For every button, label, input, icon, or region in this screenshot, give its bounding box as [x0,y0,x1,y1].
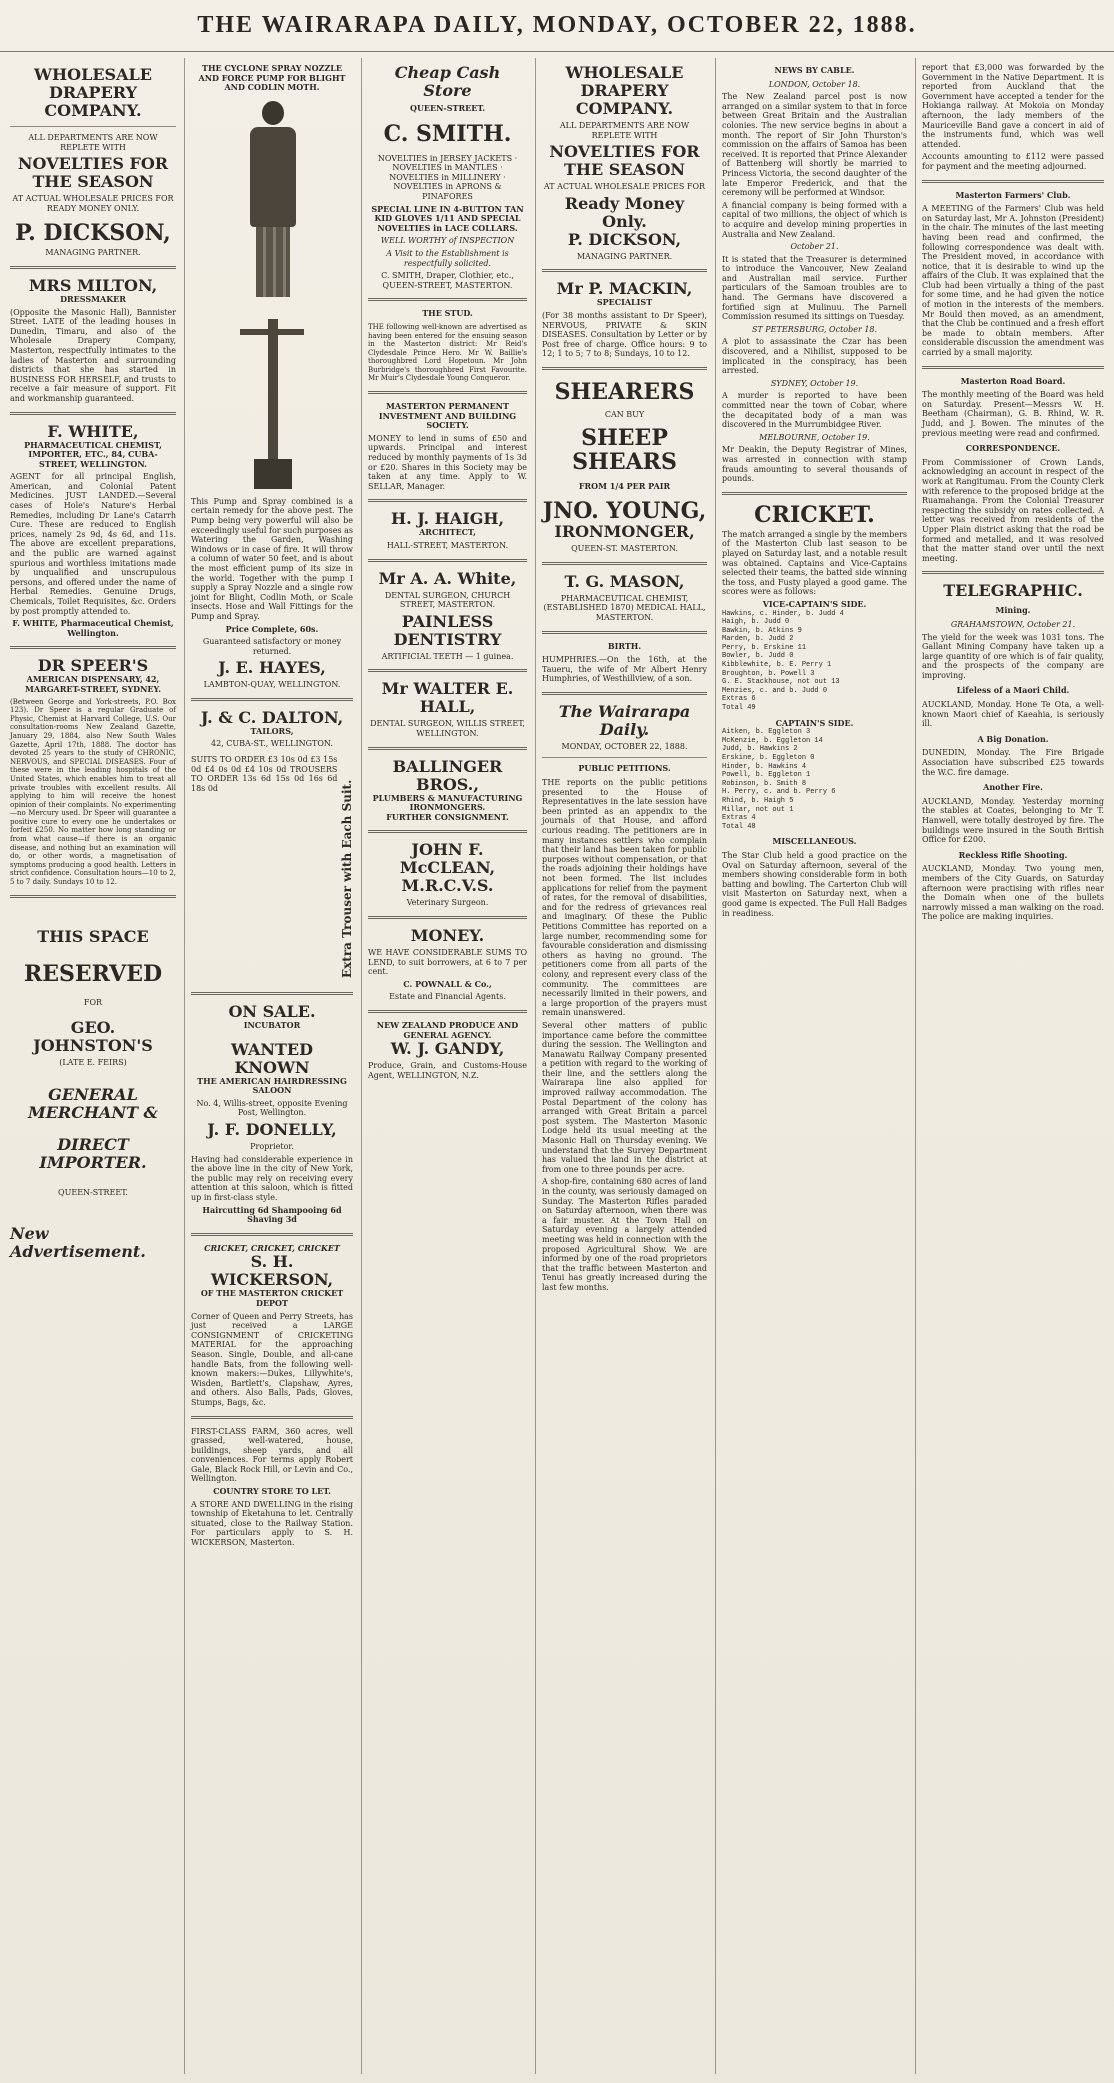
public-petitions-heading: PUBLIC PETITIONS. [578,763,671,774]
ironmonger: IRONMONGER, [554,522,695,542]
money-body: WE HAVE CONSIDERABLE SUMS TO LEND, to suit borrowers, at 6 to 7 per cent. [368,947,527,977]
divider [10,646,176,649]
merchant-line: GENERAL MERCHANT & [27,1084,158,1122]
top-body: report that £3,000 was forwarded by the Government in the Native Department. It is reported from Auckland that the Government have accepted a tender for the Hokianga railway. At Mokoia on Monday afternoon, the lady members of the Mauriceville Band gave a concert in aid of the instruments fund, which was well attended. [922,63,1104,149]
mason-sub: PHARMACEUTICAL CHEMIST, (ESTABLISHED 1870) MEDICAL HALL, MASTERTON. [543,593,706,622]
divider [368,669,527,672]
mining-heading: Mining. [995,605,1031,616]
young-name: JNO. YOUNG, [542,498,707,525]
special-line: SPECIAL LINE IN 4-BUTTON TAN KID GLOVES 1/11 AND SPECIAL NOVELTIES in LACE COLLARS. [371,203,524,233]
importer-line: DIRECT IMPORTER. [39,1134,147,1172]
inspection-line: WELL WORTHY of INSPECTION [380,236,515,246]
divider [191,992,353,995]
visit-line: A Visit to the Establishment is respectfully solicited. [386,248,509,268]
cricket-banner: CRICKET, CRICKET, CRICKET [204,1242,340,1253]
farmers-club-heading: Masterton Farmers' Club. [955,189,1071,200]
haigh-address: HALL-STREET, MASTERTON. [386,541,509,550]
speer-subtitle: AMERICAN DISPENSARY, 42, MARGARET-STREET, SYDNEY. [25,674,161,694]
pump-guarantee: Guaranteed satisfactory or money returned. [202,637,342,656]
country-store-heading: COUNTRY STORE TO LET. [213,1486,331,1497]
dateline-oct21: October 21. [790,242,839,252]
powell-sub: Estate and Financial Agents. [389,992,506,1002]
divider [10,126,176,127]
divider [368,559,527,562]
divider [368,1010,527,1013]
gandy-body: Produce, Grain, and Customs-House Agent, WELLINGTON, N.Z. [368,1061,527,1080]
novelties-heading: NOVELTIES FOR THE SEASON [17,154,169,192]
vet-title: Veterinary Surgeon. [406,898,489,908]
local-news-body-2: A shop-fire, containing 680 acres of land in the county, was seriously damaged on Sunday. The Masterton Rifles paraded on Saturday afternoon, when there was a fair muster. At the Town Hall on Saturday evening a largely attended meeting was held in connection with the proposed Agricultural Show. We are informed by one of the road proprietors that the traffic between Masterton and Tenui has greatly increased during the last few months. [542,1177,707,1292]
managing-partner: MANAGING PARTNER. [576,251,673,261]
further-consignment: FURTHER CONSIGNMENT. [386,811,509,822]
artificial-teeth: ARTIFICIAL TEETH — 1 guinea. [381,651,514,661]
new-advertisement: New Advertisement. [10,1224,146,1262]
farm-ad: FIRST-CLASS FARM, 360 acres, well grassed, well-watered, house, buildings, sheep yards, and all conveniences. For terms apply Robert Gale, Black Rock Hill, or Levin and Co., Wellington. [191,1426,353,1484]
smith-signature: C. SMITH, Draper, Clothier, etc., QUEEN-STREET, MASTERTON. [381,271,514,290]
building-society-heading: MASTERTON PERMANENT INVESTMENT AND BUILDING SOCIETY. [378,401,517,431]
stud-body: THE following well-known are advertised as having been entered for the ensuing season in the Masterton district: Mr Reid's Clydesdale Prince Hero. Mr W. Baillie's thoroughbred Lord Hopetoun. Mr John Burbridge's thoroughbred First Favourite. Mr Muir's Clydesdale Young Conqueror. [368,322,527,383]
shears-price: FROM 1/4 PER PAIR [578,480,671,491]
dateline-melbourne: MELBOURNE, October 19. [759,432,870,442]
wickerson-body: Corner of Queen and Perry Streets, has just received a LARGE CONSIGNMENT of CRICKETING MATERIAL for the approaching Season. Single, Double, and all-cane handle Bats, from the following well-known makers:—Dukes, Lillywhite's, Wisden, Bartlett's, Clapshaw, Ayres, and others. Also Balls, Pads, Gloves, Stumps, Bags, &c. [191,1311,353,1407]
birth-heading: BIRTH. [607,640,642,651]
captain-scores: Aitken, b. Eggleton 3 McKenzie, b. Eggleton 14 Judd, b. Hawkins 2 Erskine, b. Eggleton 0 Hinder, b. Hawkins 4 Powell, b. Eggleton 1 Robinson, b. Smith 8 H. Perry, c. and b. Perry 6 Rhind, b. Haigh 5 Millar, not out 1 Extras 4 Total 48 [722,728,836,831]
correspondence-body: From Commissioner of Crown Lands, acknowledging an account in respect of the work at Rangitumau. From the County Clerk with reference to the proposed bridge at the Ruamahanga. From the Colonial Treasurer respecting the subsidy on rates collected. A letter was received from residents of the Upper Plain district asking that the road be formed and metalled, and it was resolved that the matter stand over until the next meeting. [922,457,1104,563]
pump-heading: THE CYCLONE SPRAY NOZZLE AND FORCE PUMP FOR BLIGHT AND CODLIN MOTH. [198,63,346,93]
dateline-london: LONDON, October 18. [768,79,861,89]
painless-dentistry: PAINLESS DENTISTRY [393,611,502,649]
accounts-line: Accounts amounting to £112 were passed for payment and the meeting adjourned. [922,152,1104,171]
correspondence-heading: CORRESPONDENCE. [965,443,1061,454]
dickson-name: P. DICKSON, [15,220,171,247]
dalton-address: 42, CUBA-ST., WELLINGTON. [211,739,333,749]
white-body: AGENT for all principal English, American, and Colonial Patent Medicines. JUST LANDED.—Several cases of Hole's Nature's Herbal Remedies, including Dr Lane's Catarrh Cure. These are reduced to English prices, namely 2s 9d, 4s 6d, and 11s. The above are excellent preparations, and the public are warned against spurious and worthless imitations made by unqualified and unscrupulous persons, and offered under the name of Herbal Remedies. Genuine Drugs, Chemicals, Toilet Requisites, &c. Orders by post promptly attended to. [10,472,176,616]
divider [368,747,527,750]
haigh-trade: ARCHITECT, [419,527,476,538]
dalton-name: J. & C. DALTON, [200,707,344,727]
smith-name: C. SMITH. [383,120,512,147]
white-signature: F. WHITE, Pharmaceutical Chemist, Wellington. [12,618,174,638]
reserved-line-2: RESERVED [23,960,163,987]
johnston-name: GEO. JOHNSTON'S [33,1018,153,1056]
johnston-subtitle: (LATE E. FEIRS) [59,1058,127,1068]
local-news-body: Several other matters of public importance came before the committee during the session. The Wellington and Manawatu Railway Company presented a petition with regard to the working of their line, and the settlers along the Wairarapa line also applied for improved railway accommodation. The Postal Department of the colony has arranged with Great Britain a parcel post system. The Masterton Masonic Lodge held its usual meeting at the Masonic Hall on Thursday evening. We understand that the Survey Department has valued the land in the district at from one to three pounds per acre. [542,1020,707,1174]
masthead-title: THE WAIRARAPA DAILY, MONDAY, OCTOBER 22, 1888. [197,12,917,38]
divider [191,1416,353,1419]
melbourne-body: Mr Deakin, the Deputy Registrar of Mines, was arrested in connection with stamp frauds amounting to several thousands of pounds. [722,445,907,484]
mackin-name: Mr P. MACKIN, [556,279,693,299]
dateline: MONDAY, OCTOBER 22, 1888. [561,741,688,751]
divider [191,1233,353,1236]
incubator-heading: INCUBATOR [243,1020,301,1031]
cricket-heading: CRICKET. [754,501,875,528]
another-fire-body: AUCKLAND, Monday. Yesterday morning the stables at Coates, belonging to Mr T. Hanwell, were totally destroyed by fire. The buildings were insured in the South British Office for £200. [922,796,1104,845]
divider [542,269,707,272]
divider [722,492,907,495]
queen-street: QUEEN-STREET. [409,103,486,113]
divider [542,367,707,370]
saloon-name: THE AMERICAN HAIRDRESSING SALOON [197,1075,347,1096]
hall-name: Mr WALTER E. HALL, [381,679,514,717]
farmers-club-body: A MEETING of the Farmers' Club was held on Saturday last, Mr A. Johnston (President) in the chair. The minutes of the last meeting having been read and confirmed, the following correspondence was dealt with. The President moved, in accordance with notice, that it is desirable to wind up the affairs of the Club. It was explained that the Club had been virtually a thing of the past for some time, and he had given the notice of motion in the interests of the members. Mr Bould then moved, as an amendment, that the Club be continued and a fresh effort be made to obtain members. After considerable discussion the amendment was carried by a small majority. [922,204,1104,358]
masthead [0,0,1114,52]
drapery-heading: WHOLESALE DRAPERY COMPANY. [565,63,684,118]
divider [10,412,176,415]
divider [10,266,176,269]
donation-heading: A Big Donation. [977,733,1049,744]
divider [10,895,176,898]
divider [542,562,707,565]
column-5 [715,58,913,2074]
rotated-trouser-banner: Extra Trouser with Each Suit. [340,779,355,979]
managing-partner: MANAGING PARTNER. [45,248,141,258]
milton-name: MRS MILTON, [28,275,158,295]
divider [542,631,707,634]
pump-body: This Pump and Spray combined is a certain remedy for the above pest. The Pump being very powerful will also be exceedingly useful for such purposes as Watering the Garden, Washing Windows or in case of fire. It will throw a column of water 50 feet, and is about the most efficient pump of its size in the world. Together with the pump I supply a Spray Nozzle and a single row joint for Blight, Codlin Moth, or Scale insects. Hose and Wall Fittings for the Pump and Spray. [191,496,353,621]
vice-captain-scores: Hawkins, c. Hinder, b. Judd 4 Haigh, b. Judd 0 Bawkin, b. Atkins 9 Marden, b. Judd 2 Perry, b. Erskine 11 Bowler, b. Judd 0 Kibblewhite, b. E. Perry 1 Broughton, b. Powell 3 G. E. Stackhouse, not out 13 Menzies, c. and b. Judd 0 Extras 6 Total 49 [722,609,844,713]
vice-captain-heading: VICE-CAPTAIN'S SIDE. [762,598,867,609]
gandy-name: W. J. GANDY, [390,1039,505,1059]
mackin-body: (For 38 months assistant to Dr Speer), NERVOUS, PRIVATE & SKIN DISEASES. Consultation by Letter or by Post free of charge. Office hours: 9 to 12; 1 to 5; 7 to 8; Sundays, 10 to 12. [542,310,707,359]
oct21-body: It is stated that the Treasurer is determined to introduce the Vancouver, New Zealand and Australian mail service. Further particulars of the Samoan troubles are to hand. The Germans have discovered a fortified sign at Mulinuu. The Parnell Commission resumed its sittings on Tuesday. [722,254,907,322]
sheep-shears: SHEEP SHEARS [572,424,677,475]
pump-price: Price Complete, 60s. [225,623,319,634]
road-board-body: The monthly meeting of the Board was held on Saturday. Present—Messrs W. H. Beetham (Chairman), G. B. Rhind, W. R. Judd, and J. Bowen. The minutes of the previous meeting were read and confirmed. [922,390,1104,438]
drapery-heading: WHOLESALE DRAPERY COMPANY. [34,65,152,120]
young-address: QUEEN-ST. MASTERTON. [571,544,678,554]
cable-body: The New Zealand parcel post is now arranged on a similar system to that in force between Great Britain and the Australian colonies. The new service begins in about a month. The report of Sir John Thurston's commission on the affairs of Samoa has been received. It is reported that Prince Alexander of Battenberg will shortly be married to Princess Victoria, the second daughter of the late Emperor Frederick, and that the ceremony will be performed at Windsor. [722,92,907,198]
donation-body: DUNEDIN, Monday. The Fire Brigade Association have subscribed £25 towards the W.C. fire damage. [922,748,1104,777]
dateline-sydney: SYDNEY, October 19. [770,378,859,388]
dateline-st-petersburg: ST PETERSBURG, October 18. [751,324,878,334]
reckless-body: AUCKLAND, Monday. Two young men, members of the City Guards, on Saturday afternoon were practising with rifles near the Domain when one of the bullets narrowly missed a man walking on the road. The police are making inquiries. [922,864,1104,922]
ballinger-sub: PLUMBERS & MANUFACTURING IRONMONGERS. [372,792,523,813]
speer-name: DR SPEER'S [37,656,149,676]
white-dentist-sub: DENTAL SURGEON, CHURCH STREET, MASTERTON. [384,590,511,610]
cricket-body: The match arranged a single by the members of the Masterton Club last season to be played on Saturday last, and a notable result was obtained. Captains and Vice-Captains selected their teams, the batted side winning the toss, and Fusty played a good game. The scores were as follows: [722,529,907,597]
news-by-cable-heading: NEWS BY CABLE. [774,65,855,75]
ready-money: Ready Money Only. [564,193,685,231]
white-dentist-name: Mr A. A. White, [378,568,517,588]
divider [368,391,527,394]
miscellaneous-heading: MISCELLANEOUS. [772,836,857,847]
dalton-trade: TAILORS, [250,725,294,736]
donelly-name: J. F. DONELLY, [207,1120,337,1140]
haigh-name: H. J. HAIGH, [390,509,505,529]
wickerson-name: S. H. WICKERSON, [210,1252,334,1290]
ballinger-name: BALLINGER BROS., [392,756,503,794]
column-3 [361,58,533,2074]
saloon-body: Having had considerable experience in the above line in the city of New York, the public may rely on receiving every attention at this saloon, which is fitted up in first-class style. [191,1154,353,1202]
hall-sub: DENTAL SURGEON, WILLIS STREET, WELLINGTON. [370,719,525,738]
reserved-line-3: FOR [83,997,103,1007]
column-6 [915,58,1110,2074]
prices-line: AT ACTUAL WHOLESALE PRICES FOR [543,182,706,192]
column-2 [184,58,359,2074]
dickson-name: P. DICKSON, [567,229,682,249]
cheap-cash-store: Cheap Cash Store [394,63,501,100]
mason-name: T. G. MASON, [564,571,685,591]
maori-body: AUCKLAND, Monday. Hone Te Ota, a well-known Maori chief of Kaeahia, is seriously ill. [922,700,1104,729]
wanted-known: WANTED KNOWN [231,1039,313,1077]
divider [922,571,1104,574]
divider [368,830,527,833]
divider [542,757,707,758]
reckless-heading: Reckless Rifle Shooting. [958,849,1068,860]
donelly-title: Proprietor. [250,1142,294,1152]
st-petersburg-body: A plot to assassinate the Czar has been discovered, and a Nihilist, supposed to be implicated in the conspiracy, has been arrested. [722,337,907,376]
dateline-grahamstown: GRAHAMSTOWN, October 21. [950,619,1076,629]
divider [542,692,707,695]
spray-pump-illustration [232,309,312,489]
country-store-body: A STORE AND DWELLING in the rising township of Eketahuna to let. Centrally situated, close to the Railway Station. For particulars apply to S. H. WICKERSON, Masterton. [191,1499,353,1548]
hayes-name: J. E. HAYES, [218,658,326,678]
public-petitions-body: THE reports on the public petitions presented to the House of Representatives in the late session have been printed as an appendix to the journals of that House, and afford curious reading. The petitioners are in many instances settlers who complain that their land has been taken for public purposes without compensation, or that the roads adjoining their holdings have not been formed. The list includes applications for relief from the payment of rates, for the removal of disabilities, and for the redress of grievances real and imaginary. Of these the Public Petitions Committee has reported on a large number, recommending some for favourable consideration and dismissing others as having no ground. The petitioners come from all parts of the colony, and represent every class of the community. The committees are necessarily limited in their powers, and a large proportion of the prayers must remain unanswered. [542,778,707,1018]
miscellaneous-body: The Star Club held a good practice on the Oval on Saturday afternoon, several of the members showing considerable form in both batting and bowling. The Carterton Club will visit Masterton on Saturday next, when a good game is expected. The Full Hall Badges in readiness. [722,850,907,918]
milton-trade: DRESSMAKER [60,293,126,304]
another-fire-heading: Another Fire. [983,782,1043,793]
money-heading: MONEY. [410,925,485,945]
birth-body: HUMPHRIES.—On the 16th, at the Taueru, the wife of Mr Albert Henry Humphries, of Westhillview, of a son. [542,655,707,684]
powell-name: C. POWNALL & Co., [403,978,492,989]
shearers-heading: SHEARERS [554,378,695,405]
wickerson-subtitle: OF THE MASTERTON CRICKET DEPOT [200,1288,344,1308]
milton-body: (Opposite the Masonic Hall), Bannister Street. LATE of the leading houses in Dunedin, Timaru, and also of the Wholesale Drapery Company, Masterton, respectfully intimates to the ladies of Masterton and surrounding districts that she has started in BUSINESS FOR HERSELF, and trusts to receive a fair measure of support. Fit and workmanship guaranteed. [10,307,176,403]
haircut-prices: Haircutting 6d Shampooing 6d Shaving 3d [202,1204,342,1225]
stud-heading: THE STUD. [422,308,473,319]
white-name: F. WHITE, [47,421,139,441]
divider [191,698,353,701]
mclean-name: JOHN F. McCLEAN, M.R.C.V.S. [399,840,496,896]
financial-body: A financial company is being formed with a capital of two millions, the object of which is to acquire and develop mining properties in Australia and New Zealand. [722,200,907,239]
novelties-list: NOVELTIES in JERSEY JACKETS · NOVELTIES in MANTLES · NOVELTIES in MILLINERY · NOVELTIES in APRONS & PINAFORES [377,153,518,201]
column-4 [535,58,713,2074]
nz-produce-heading: NEW ZEALAND PRODUCE AND GENERAL AGENCY. [376,1019,519,1040]
department-line: ALL DEPARTMENTS ARE NOW REPLETE WITH [28,133,158,152]
divider [368,298,527,301]
building-society-body: MONEY to lend in sums of £50 and upwards. Principal and interest reduced by monthly payments of 1s 3d or £20. Shares in this Society may be taken at any time. Apply to W. SELLAR, Manager. [368,433,527,491]
mining-body: The yield for the week was 1031 tons. The Gallant Mining Company have taken up a large quantity of ore which is of fair quality, and the prospects of the company are improving. [922,632,1104,680]
white-subtitle: PHARMACEUTICAL CHEMIST, IMPORTER, ETC., 84, CUBA-STREET, WELLINGTON. [24,439,162,469]
saloon-address: No. 4, Willis-street, opposite Evening Post, Wellington. [196,1098,348,1118]
captain-heading: CAPTAIN'S SIDE. [775,717,854,728]
telegraphic-heading: TELEGRAPHIC. [943,581,1083,601]
man-with-pump-illustration [232,101,312,301]
novelties-heading: NOVELTIES FOR THE SEASON [549,142,700,180]
can-buy: CAN BUY [604,409,645,419]
divider [368,916,527,919]
road-board-heading: Masterton Road Board. [960,375,1066,386]
sydney-body: A murder is reported to have been committed near the town of Cobar, where the decapitated body of a man was discovered in the Murrumbidgee River. [722,391,907,430]
department-line: ALL DEPARTMENTS ARE NOW REPLETE WITH [559,121,690,140]
maori-heading: Lifeless of a Maori Child. [956,685,1070,696]
divider [368,499,527,502]
suit-prices: SUITS TO ORDER £3 10s 0d £3 15s 0d £4 0s 0d £4 10s 0d TROUSERS TO ORDER 13s 6d 15s 0d 16s 6d 18s 0d [191,755,338,793]
column-1 [4,58,182,2074]
divider [922,180,1104,183]
speer-body: (Between George and York-streets, P.O. Box 123). Dr Speer is a regular Graduate of Physic, Chemist at Harvard College, U.S. Our consultation-rooms New Zealand Gazette, January 29, 1884, also New South Wales Gazette, April 17th, 1888. The doctor has devoted 25 years to the study of CHRONIC, NERVOUS, and SPECIAL DISEASES. Four of these were in the leading hospitals of the United States, which enables him to treat all private troubles with excellent results. All applying to him will receive the honest opinion of their complaints. No experimenting—no Mercury used. Dr Speer will guarantee a positive cure to every one he undertakes or forfeit £250. No matter how long standing or from what cause—if there is an organic disease, and nothing but an examination will do, or other words, a magnetisation of symptoms producing a good health. Letters in strict confidence. Consultation hours—10 to 2, 5 to 7 daily. Sundays 10 to 12. [10,697,176,887]
nameplate: The Wairarapa Daily. [558,701,691,739]
divider [922,366,1104,369]
reserved-line-1: THIS SPACE [37,926,149,946]
mackin-title: SPECIALIST [596,297,653,308]
hayes-address: LAMBTON-QUAY, WELLINGTON. [203,680,341,690]
prices-line: AT ACTUAL WHOLESALE PRICES FOR READY MONEY ONLY. [12,194,174,213]
queen-street: QUEEN-STREET. [58,1187,128,1197]
on-sale: ON SALE. [228,1002,316,1022]
